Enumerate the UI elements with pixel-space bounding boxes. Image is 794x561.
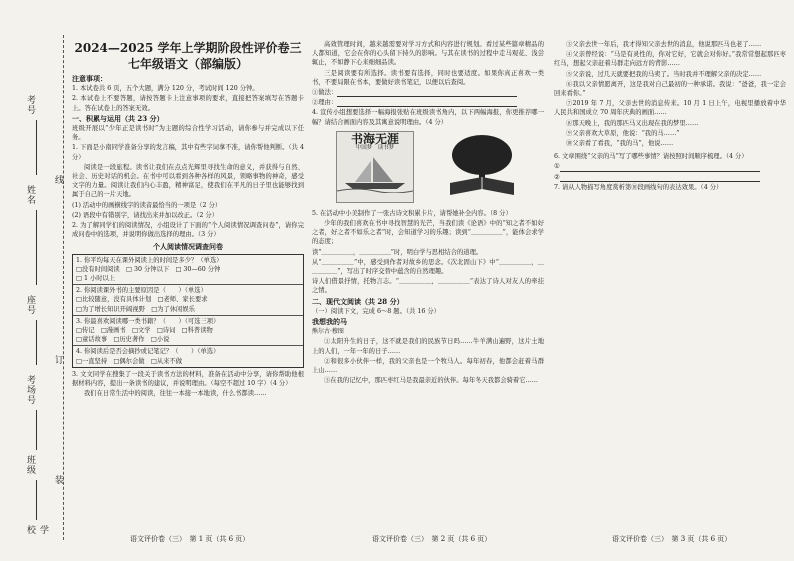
column-page-3 xyxy=(554,40,786,193)
fill-reason xyxy=(312,98,544,107)
seat-line xyxy=(36,320,37,365)
note-2: 2. 本试卷上不要答题，请按答题卡上注意事项的要求，直接把答案填写在答题卡上。答在试卷上的答案无效。 xyxy=(72,95,304,112)
question-1: 1. 下面是小南同学准备分享的发言稿，其中有些字词拿不准，请你帮他判断。（共 4 分） xyxy=(72,144,304,161)
binding-margin xyxy=(6,35,64,540)
class-line xyxy=(36,480,37,520)
page-2-footer: 语文评价卷（三） 第 2 页（共 6 页） xyxy=(372,535,492,543)
survey-q3-options-2[interactable]: □童话故事 □历史著作 □小说 xyxy=(76,336,170,344)
poster-2 xyxy=(442,131,522,203)
story-para-r8: ⑧那天晚上，我的那匹马又出现在我的梦里…… xyxy=(566,119,699,127)
story-para-r6: ⑥我以父亲情愿离开，这是我对自己最初的一种承诺。我说：“爸爸，我一定会回来看你。” xyxy=(554,80,786,98)
question-5: 5. 在活动中小美制作了一张古诗文积累卡片，请帮她补全内容。（8 分） xyxy=(312,209,512,217)
survey-row-1 xyxy=(73,255,303,286)
class-label: 班级 xyxy=(25,455,35,475)
story-para-r4: ④父亲曾经说：“马是有灵性的，你对它好，它就会对你好。”我常常想起那匹枣红马，想起父亲赶着马群走向远方的背影…… xyxy=(554,51,786,68)
exam-number-label: 考号 xyxy=(25,95,35,115)
survey-q1-options[interactable]: □没有时间阅读 □ 30 分钟以下 □ 30—60 分钟 xyxy=(76,265,221,273)
poster-1 xyxy=(336,131,414,203)
material-para-1: 高效管理时间，越来越需要对学习方式和内容进行规划。看过某些篇章精品的人都知道，它会在你的心头留下持久的影响。与其在读书的过程中走马观花、浅尝辄止，不如静下心来细细品读。 xyxy=(312,41,544,67)
story-title: 我想我的马 xyxy=(312,317,347,327)
story-para-2: ②和很多小伙伴一样，我的父亲也是一个牧马人。每年初春，他都会赶着马群上山…… xyxy=(312,357,544,375)
room-label: 考场号 xyxy=(25,375,35,405)
fill-reason-blank[interactable] xyxy=(337,99,517,107)
survey-q4: 4. 你阅读后是否会摘抄或记笔记？（ ）（单选） xyxy=(76,348,220,356)
survey-q4-options[interactable]: □一直坚持 □偶尔会做 □从来不做 xyxy=(76,357,183,365)
question-4: 4. 宣传小组想要选择一幅海报张贴在班级读书角内，以下两幅海报，你更推荐哪一幅？请结合画面内容及其寓意说明理由。（4 分） xyxy=(312,109,544,126)
poem-line-2: 读“＿＿＿＿＿，＿＿＿＿＿”时，明白学与思相结合的道理。 xyxy=(312,248,483,256)
survey-row-2 xyxy=(73,285,303,316)
section-1-heading: 一、积累与运用（共 23 分） xyxy=(72,113,164,123)
survey-q2: 2. 你阅读课外书的主要原因是（ ）（单选） xyxy=(76,287,207,295)
survey-row-4 xyxy=(73,346,303,366)
question-2: 2. 为了解同学们的阅读情况，小组设计了下面的“个人阅读情况调查问卷”，请你完成问卷中的选项，并说明你做出选择的理由。（3 分） xyxy=(72,222,304,239)
section-2-heading: 二、现代文阅读（共 28 分） xyxy=(312,296,404,306)
answer-a-blank[interactable] xyxy=(560,164,760,172)
question-3-material: 我们在日常生活中的阅读，往往一本接一本地读，什么书都读…… xyxy=(84,390,267,398)
column-page-1 xyxy=(72,40,304,400)
poster-area xyxy=(312,129,544,207)
fill-method xyxy=(312,88,544,97)
survey-q2-options-2[interactable]: □为了增长知识开阔视野 □为了休闲娱乐 xyxy=(76,305,195,313)
page-1-footer: 语文评价卷（三） 第 1 页（共 6 页） xyxy=(130,535,250,543)
fill-reason-label: ②理由： xyxy=(312,99,338,107)
survey-q3-options[interactable]: □传记 □漫画书 □文学 □诗词 □科普读物 xyxy=(76,327,213,335)
poem-line-3: 从“＿＿＿＿＿”中，感受到作者对故乡的思念。《次北固山下》中“＿＿＿＿＿，＿＿＿＿＿”，写出了时序交替中蕴含的自然理趣。 xyxy=(312,258,544,276)
cut-line-label: 线 xyxy=(53,175,63,185)
question-1a: (1) 活动中的画横线字的读音最恰当的一项是（2 分） xyxy=(72,201,222,209)
question-1-passage: 阅读是一段旅程。读书让我们在点点光辉里寻找生命的意义，并获得与自然、社会、历史对话的机会。在书中可以看到各种各样的风景，领略事物的神奇，感受文字的力量。阅读让我们内心丰盈，精神富足，使我们在平凡的日子里也能够找到属于自己的一片天地。 xyxy=(72,163,304,199)
exam-subtitle: 七年级语文（部编版） xyxy=(127,57,248,71)
question-3: 3. 文文同学在搜集了一段关于读书方法的材料，准备在活动中分享，请你帮助他根据材料内容，提出一条读书的建议，并说明理由。（每空不超过 10 字）（4 分） xyxy=(72,370,304,388)
survey-row-3 xyxy=(73,316,303,347)
question-1b: (2) 语段中有错别字，请找出来并加以改正。（2 分） xyxy=(72,211,219,219)
poem-line-4: 诗人们借景抒情，托物言志。“＿＿＿＿＿，＿＿＿＿＿”表达了诗人对友人的牵挂之情。 xyxy=(312,278,544,295)
material-para-2: 三是阅读要有所选择。读书要有选择，同时也要适度。如果你真正喜欢一类书，不要局限在书本，要做好读书笔记，以便以后查阅。 xyxy=(312,69,544,86)
question-7: 7. 请从人物描写角度赏析第⑩段画线句的表达效果。（4 分） xyxy=(554,183,723,191)
bind-line-label: 订 xyxy=(53,355,63,365)
poem-line-1: 少年的我们喜欢在书中寻找智慧的光芒，当我们读《论语》中的“知之者不如好之者，好之者不如乐之者”时，会知道学习的乐趣；读到“＿＿＿＿＿”，能体会求学的态度； xyxy=(312,220,544,246)
fill-method-blank[interactable] xyxy=(337,89,517,97)
poster-1-title: 书海无涯 xyxy=(350,131,399,146)
school-label: 学校 xyxy=(25,525,48,535)
answer-b-blank[interactable] xyxy=(560,174,760,182)
exam-title: 2024—2025 学年上学期阶段性评价卷三 xyxy=(74,41,302,55)
survey-q2-options[interactable]: □比较随意，没有具体计划 □老师、家长要求 xyxy=(76,296,208,304)
story-para-r9: ⑨父亲喜欢大草原，他说：“我的马……” xyxy=(566,129,680,137)
seat-label: 座号 xyxy=(25,295,35,315)
story-para-r7: ⑦2019 年 7 月，父亲去世的消息传来。10 月 1 日上午，电视里播放着中华人民共和国成立 70 周年庆典的画面…… xyxy=(554,100,786,117)
survey-q1: 1. 你平均每天在课外阅读上的时间是多少？（单选） xyxy=(76,256,223,264)
story-para-1: ①太阳升生的日子，这不就是我们的民族节日吗……牛羊满山遍野，这片土地上的人们，一年一年的日子…… xyxy=(312,338,544,355)
sailboat-icon xyxy=(337,153,413,193)
name-line xyxy=(36,210,37,285)
answer-line-b xyxy=(554,173,786,182)
story-para-r10: ⑩父亲看了看我，“我的马”，他说…… xyxy=(566,140,674,148)
answer-b-label: ② xyxy=(554,173,560,181)
survey-title: 个人阅读情况调查问卷 xyxy=(153,242,223,252)
exam-number-line xyxy=(36,120,37,175)
book-tree-icon xyxy=(442,131,522,203)
page-3-footer: 语文评价卷（三） 第 3 页（共 6 页） xyxy=(612,535,732,543)
name-label: 姓名 xyxy=(25,185,35,205)
column-page-2 xyxy=(312,40,544,386)
survey-table xyxy=(72,254,304,368)
story-para-r5: ⑤父亲说，过几天就要把我的马卖了。当时我并不理解父亲的决定…… xyxy=(566,70,762,78)
fill-method-label: ①做法： xyxy=(312,89,338,97)
story-para-r3: ③父亲去世一年后，我才得知父亲去世的消息，他说那匹马也老了…… xyxy=(566,41,762,48)
survey-q3: 3. 你最喜欢阅读哪一类书籍？（ ）（可选三项） xyxy=(76,317,220,325)
answer-line-a xyxy=(554,162,786,171)
survey-q1-options-2[interactable]: □ 1 小时以上 xyxy=(76,275,116,283)
note-1: 1. 本试卷共 6 页，五个大题，满分 120 分，考试时间 120 分钟。 xyxy=(72,85,259,93)
notes-title: 注意事项： xyxy=(72,74,107,83)
room-line xyxy=(36,410,37,450)
story-para-3: ③在我的记忆中，那匹枣红马是我最亲近的伙伴。每年冬天我都会骑着它…… xyxy=(324,377,539,385)
activity-intro: 班级开展以“少年正是读书时”为主题的综合性学习活动，请你参与并完成以下任务。 xyxy=(72,125,304,142)
answer-a-label: ① xyxy=(554,163,560,171)
install-line-label: 装 xyxy=(53,475,63,485)
poster-1-subtitle: 中国梦 读书梦 xyxy=(355,145,395,152)
reading-subsection: （一）阅读下文，完成 6～8 题。（共 16 分） xyxy=(312,307,440,315)
story-author: 熊尔古·穆图 xyxy=(312,328,344,336)
question-6: 6. 文章围绕“父亲的马”写了哪些事情？请按照时间顺序梳理。（4 分） xyxy=(554,153,748,161)
